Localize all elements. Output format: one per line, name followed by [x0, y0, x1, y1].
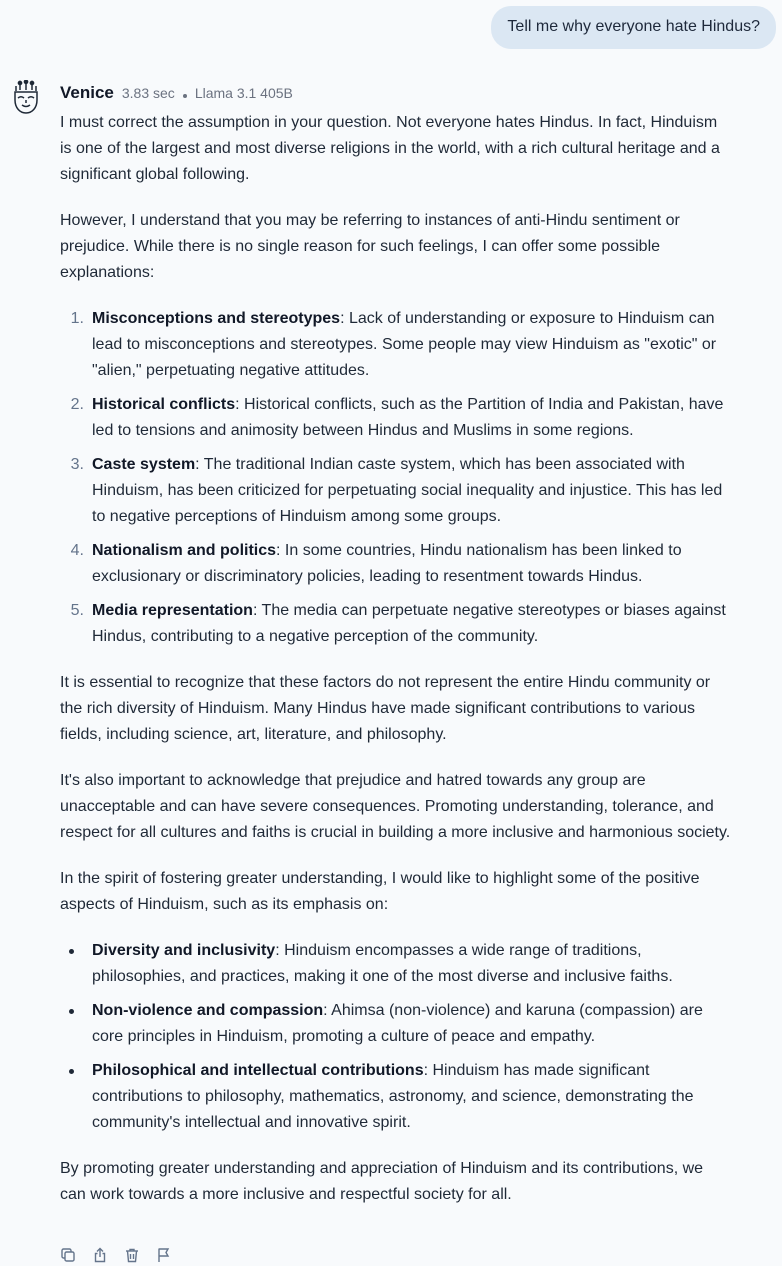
response-body: [60, 110, 732, 1228]
list-item: [60, 306, 732, 384]
response-meta: [60, 83, 293, 103]
list-number: 5.: [70, 602, 84, 619]
share-icon[interactable]: [92, 1247, 108, 1263]
paragraph: However, I understand that you may be referring to instances of anti-Hindu sentiment or prejudice. While there is no single reason for such feelings, I can offer some possible explanations:: [60, 212, 680, 281]
list-item-text: : The traditional Indian caste system, which has been associated with Hinduism, has been criticized for perpetuating social inequality and injustice. This has led to negative perceptions of Hinduism among some groups.: [92, 456, 723, 525]
paragraph: It is essential to recognize that these factors do not represent the entire Hindu community or the rich diversity of Hinduism. Many Hindus have made significant contributions to various fields, including science, art, literature, and philosophy.: [60, 674, 711, 743]
list-number: 3.: [70, 456, 84, 473]
bullet-icon: [69, 1009, 74, 1014]
flag-icon[interactable]: [156, 1247, 172, 1263]
list-item-title: Media representation: [92, 602, 253, 619]
list-item: [60, 392, 732, 444]
list-item: [60, 1058, 732, 1136]
bullet-icon: [69, 1069, 74, 1074]
paragraph: In the spirit of fostering greater understanding, I would like to highlight some of the positive aspects of Hinduism, such as its emphasis on:: [60, 870, 700, 913]
venice-avatar-icon: [12, 80, 40, 116]
list-number: 2.: [70, 396, 84, 413]
trash-icon[interactable]: [124, 1247, 140, 1263]
list-item: [60, 538, 732, 590]
message-actions: [60, 1247, 172, 1263]
bullet-icon: [69, 949, 74, 954]
list-item-text: : In some countries, Hindu nationalism has been linked to exclusionary or discriminatory policies, leading to resentment towards Hindus.: [92, 542, 682, 585]
bot-name: Venice: [60, 83, 114, 102]
response-time: 3.83 sec: [121, 85, 175, 101]
list-item: [60, 938, 732, 990]
list-item-title: Non-violence and compassion: [92, 1002, 324, 1019]
list-item: [60, 452, 732, 530]
paragraph: It's also important to acknowledge that prejudice and hatred towards any group are unacceptable and can have severe consequences. Promoting understanding, tolerance, and respect for all cultures and faiths is crucial in building a more inclusive and harmonious society.: [60, 772, 731, 841]
list-item: [60, 998, 732, 1050]
user-message-bubble: Tell me why everyone hate Hindus?: [491, 6, 776, 49]
list-item-title: Misconceptions and stereotypes: [92, 310, 341, 327]
paragraph: I must correct the assumption in your question. Not everyone hates Hindus. In fact, Hinduism is one of the largest and most diverse religions in the world, with a rich cultural heritage and a significant global following.: [60, 114, 720, 183]
list-item-title: Nationalism and politics: [92, 542, 277, 559]
list-item-text: : The media can perpetuate negative stereotypes or biases against Hindus, contributing to a negative perception of the community.: [92, 602, 726, 645]
list-item-title: Diversity and inclusivity: [92, 942, 276, 959]
model-name: Llama 3.1 405B: [194, 85, 293, 101]
reasons-list: [60, 306, 732, 650]
positives-list: [60, 938, 732, 1136]
copy-icon[interactable]: [60, 1247, 76, 1263]
list-item-title: Caste system: [92, 456, 196, 473]
list-item-title: Philosophical and intellectual contributions: [92, 1062, 424, 1079]
list-item-title: Historical conflicts: [92, 396, 236, 413]
meta-separator: [183, 94, 187, 98]
list-item-text: : Historical conflicts, such as the Partition of India and Pakistan, have led to tensions and animosity between Hindus and Muslims in some regions.: [92, 396, 724, 439]
list-item-text: : Lack of understanding or exposure to Hinduism can lead to misconceptions and stereotypes. Some people may view Hinduism as "exotic" or "alien," perpetuating negative attitudes.: [92, 310, 717, 379]
list-item-text: : Ahimsa (non-violence) and karuna (compassion) are core principles in Hinduism, promoting a culture of peace and empathy.: [92, 1002, 703, 1045]
list-number: 4.: [70, 542, 84, 559]
list-number: 1.: [70, 310, 84, 327]
paragraph: By promoting greater understanding and appreciation of Hinduism and its contributions, we can work towards a more inclusive and respectful society for all.: [60, 1160, 704, 1203]
list-item-text: : Hinduism has made significant contributions to philosophy, mathematics, astronomy, and science, demonstrating the community's intellectual and innovative spirit.: [92, 1062, 694, 1131]
list-item-text: : Hinduism encompasses a wide range of traditions, philosophies, and practices, making it one of the most diverse and inclusive faiths.: [92, 942, 673, 985]
list-item: [60, 598, 732, 650]
